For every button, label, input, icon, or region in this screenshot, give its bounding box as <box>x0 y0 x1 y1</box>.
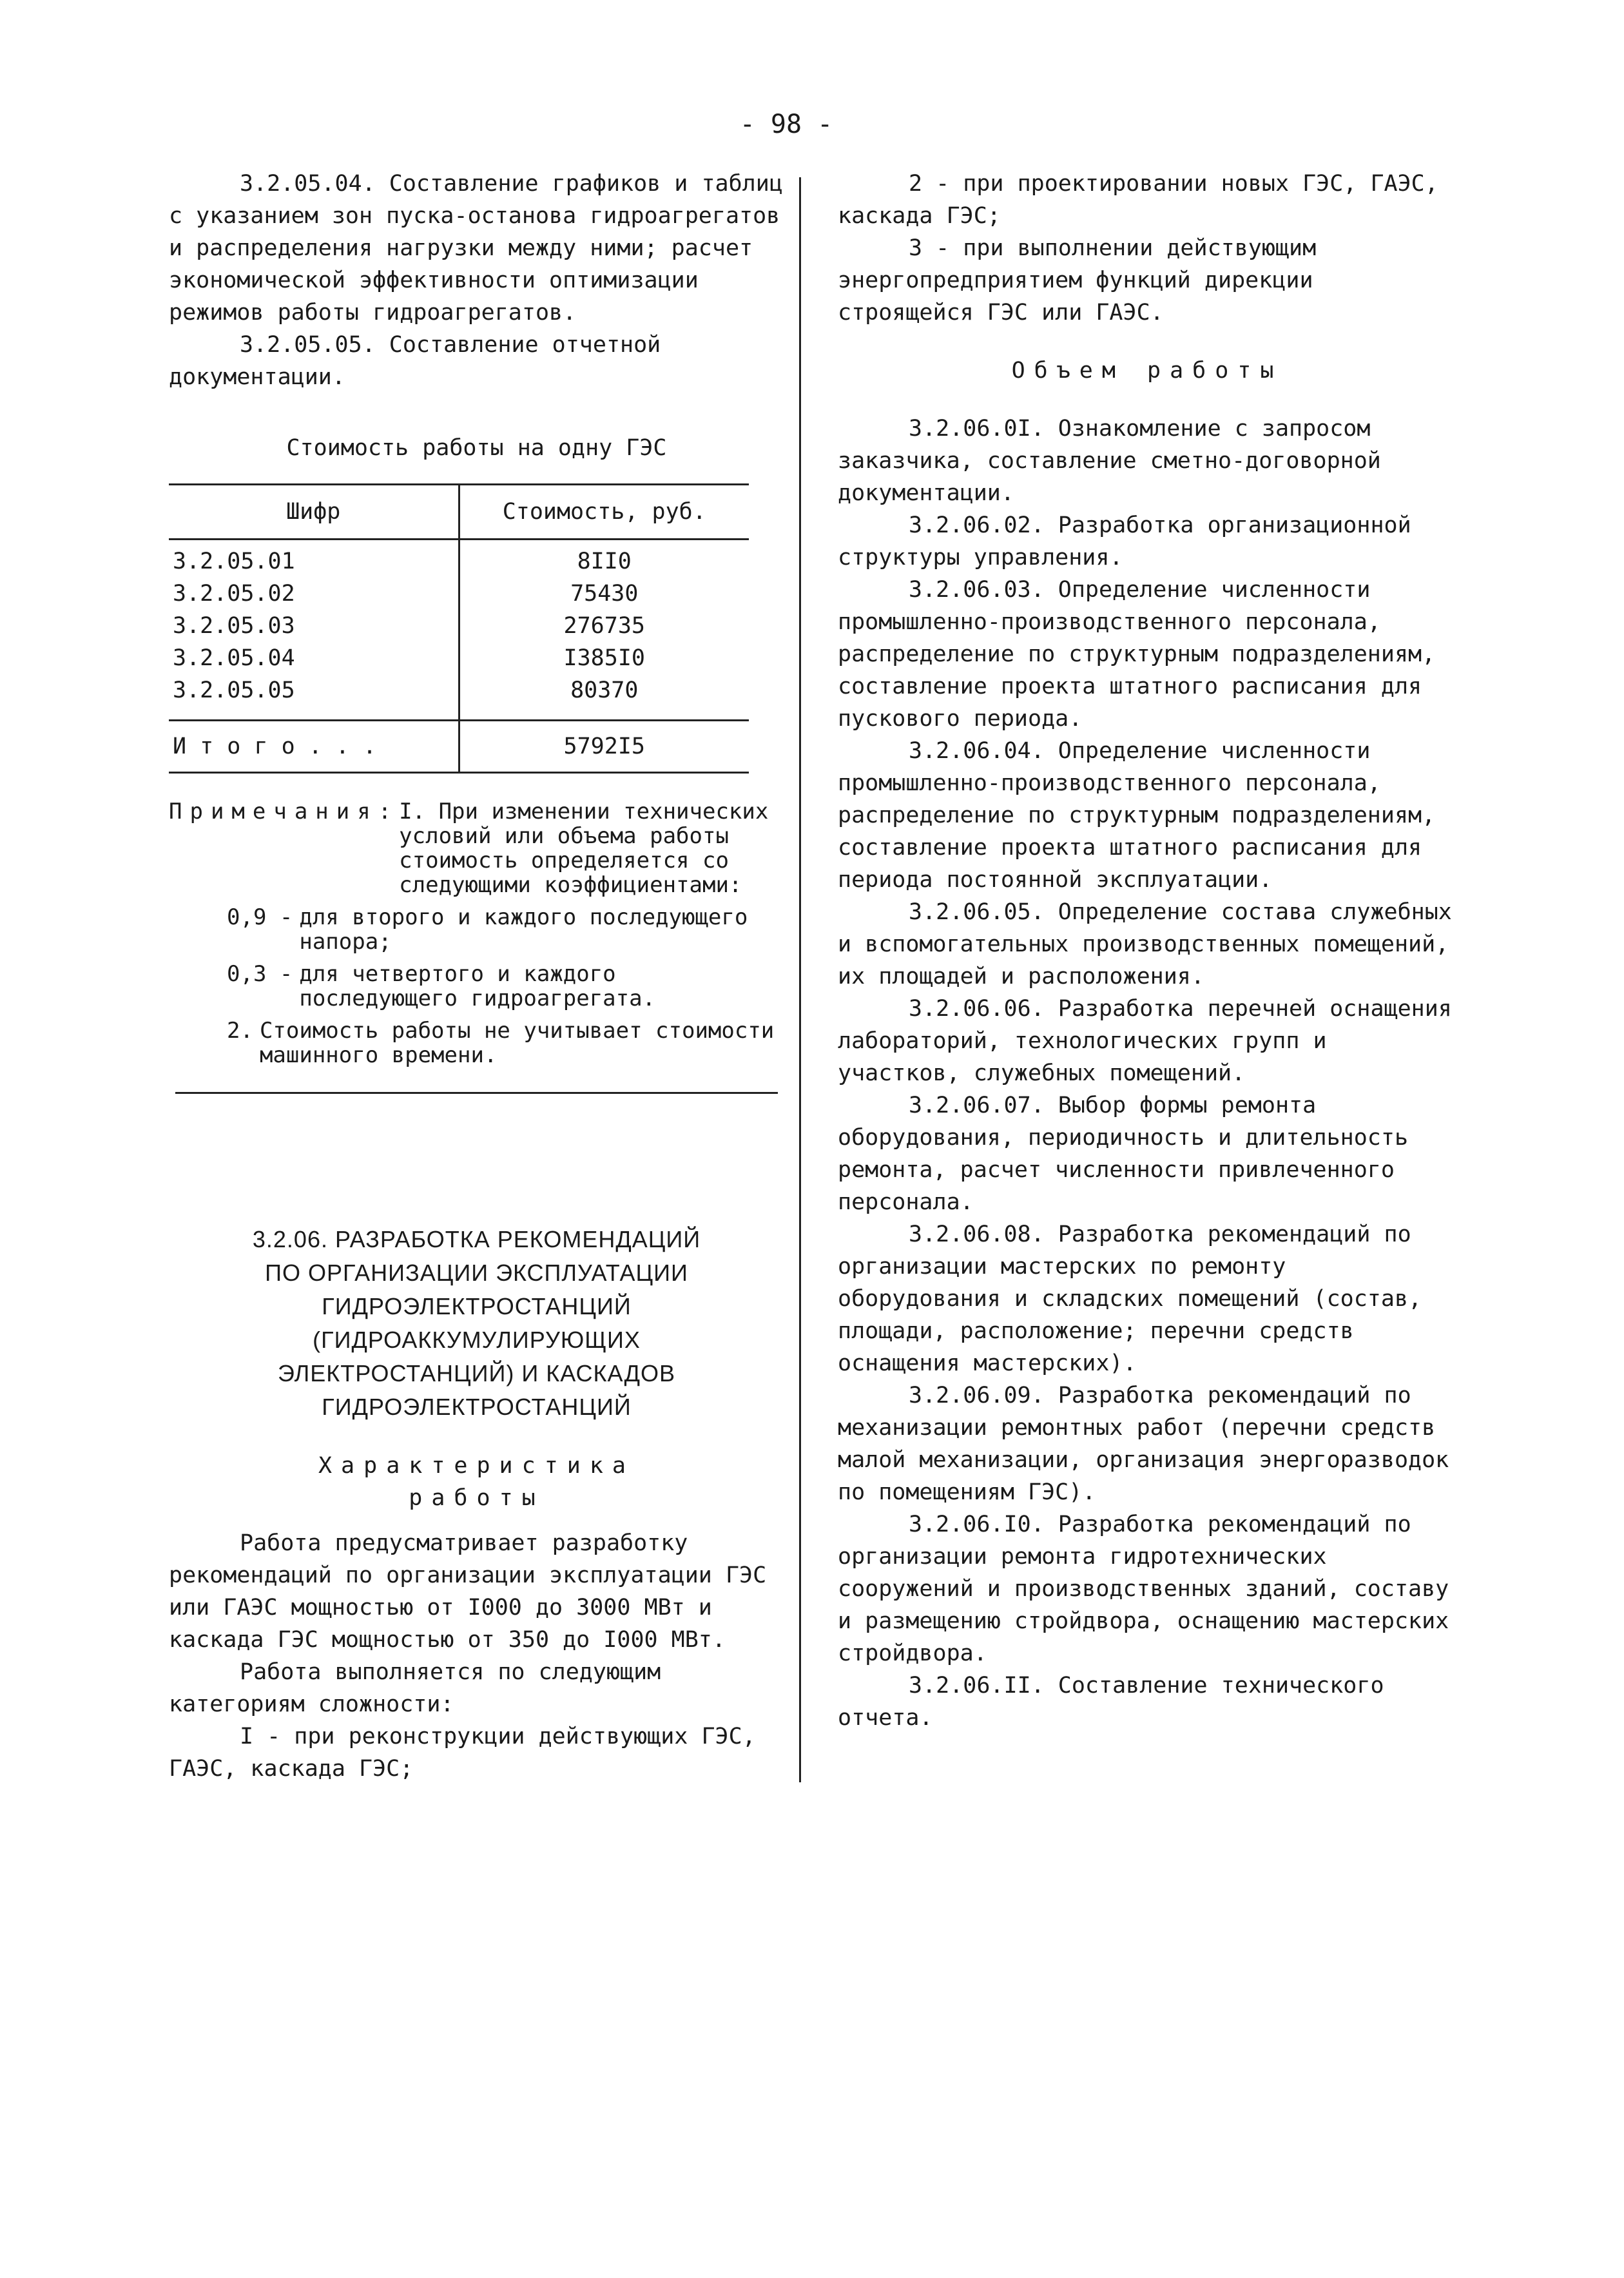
paragraph-complexity: Работа выполняется по следующим категориям сложности: <box>169 1659 661 1717</box>
scope-heading: Объем работы <box>1011 358 1283 384</box>
note-2-number: 2. <box>227 1018 253 1044</box>
table-row <box>169 674 749 721</box>
characteristic-heading: Характеристика работы <box>318 1453 635 1511</box>
page-number: - 98 - <box>739 110 833 139</box>
paragraph-work-description: Работа предусматривает разработку рекомендаций по организации эксплуатации ГЭС или ГАЭС мощностью от I000 до 3000 МВт и каскада ГЭС мощностью от 350 до I000 МВт. <box>169 1530 767 1653</box>
scope-item: 3.2.06.07. Выбор формы ремонта оборудования, периодичность и длительность ремонта, расчет численности привлеченного персонала. <box>838 1093 1409 1215</box>
note-1: I. При изменении технических условий или объема работы стоимость определяется со следующими коэффициентами: <box>399 799 769 898</box>
cost-table <box>169 483 749 774</box>
table-header-row <box>169 485 749 540</box>
notes-label: Примечания: <box>169 799 400 824</box>
header-cost: Стоимость, руб. <box>459 485 749 540</box>
table-total-row <box>169 721 749 773</box>
right-column <box>838 168 1456 1734</box>
header-code: Шифр <box>169 485 459 540</box>
scope-item: 3.2.06.09. Разработка рекомендаций по механизации ремонтных работ (перечни средств малой механизации, организация энергоразводок по помещениям ГЭС). <box>838 1383 1449 1505</box>
left-column <box>169 168 784 1785</box>
scope-item: 3.2.06.05. Определение состава служебных и вспомогательных производственных помещений, их площадей и расположения. <box>838 899 1452 989</box>
scope-item: 3.2.06.03. Определение численности промышленно-производственного персонала, распределение по структурным подразделениям, составление проекта штатного расписания для пускового периода. <box>838 577 1436 732</box>
row-code: 3.2.05.04 <box>173 645 295 671</box>
row-cost: 80370 <box>459 674 749 721</box>
note-2: Стоимость работы не учитывает стоимости машинного времени. <box>259 1018 775 1068</box>
scope-item: 3.2.06.I0. Разработка рекомендаций по организации ремонта гидротехнических сооружений и производственных зданий, составу и размещению стройдвора, оснащению мастерских стройдвора. <box>838 1512 1449 1666</box>
coef-1-value: 0,9 - <box>227 904 293 930</box>
paragraph-3-2-05-04: 3.2.05.04. Составление графиков и таблиц с указанием зон пуска-останова гидроагрегатов и распределения нагрузки между ними; расчет экономической эффективности оптимизации режимов работы гидроагрегатов. <box>169 171 783 326</box>
coef-2-text: для четвертого и каждого последующего гидроагрегата. <box>299 961 656 1011</box>
scope-item: 3.2.06.02. Разработка организационной структуры управления. <box>838 512 1411 570</box>
scope-item: 3.2.06.06. Разработка перечней оснащения лабораторий, технологических групп и участков, служебных помещений. <box>838 996 1452 1086</box>
scope-item: 3.2.06.0I. Ознакомление с запросом заказчика, составление сметно-договорной документации. <box>838 416 1381 506</box>
row-cost: 8II0 <box>459 540 749 578</box>
notes <box>169 799 784 1067</box>
table-row <box>169 642 749 674</box>
row-cost: 75430 <box>459 578 749 610</box>
table-row <box>169 610 749 642</box>
coef-2-value: 0,3 - <box>227 961 293 987</box>
total-label: И т о г о . . . <box>169 721 459 773</box>
row-code: 3.2.05.05 <box>173 677 295 703</box>
row-code: 3.2.05.01 <box>173 549 295 574</box>
paragraph-3-2-05-05: 3.2.05.05. Составление отчетной документации. <box>169 332 661 390</box>
coef-1-text: для второго и каждого последующего напора; <box>299 904 748 955</box>
table-row <box>169 578 749 610</box>
total-value: 5792I5 <box>459 721 749 773</box>
table-title: Стоимость работы на одну ГЭС <box>286 435 667 461</box>
category-3: 3 - при выполнении действующим энергопредприятием функций дирекции строящейся ГЭС или ГАЭС. <box>838 235 1317 326</box>
category-2: 2 - при проектировании новых ГЭС, ГАЭС, каскада ГЭС; <box>838 171 1438 229</box>
row-cost: 276735 <box>459 610 749 642</box>
row-code: 3.2.05.02 <box>173 581 295 607</box>
scope-item: 3.2.06.II. Составление технического отчета. <box>838 1673 1384 1731</box>
paragraph-category-1: I - при реконструкции действующих ГЭС, ГАЭС, каскада ГЭС; <box>169 1724 756 1782</box>
scope-item: 3.2.06.04. Определение численности промышленно-производственного персонала, распределение по структурным подразделениям, составление проекта штатного расписания для периода постоянной эксплуатации. <box>838 738 1436 893</box>
table-row <box>169 540 749 578</box>
row-code: 3.2.05.03 <box>173 613 295 639</box>
scope-item: 3.2.06.08. Разработка рекомендаций по организации мастерских по ремонту оборудования и складских помещений (состав, площади, расположение; перечни средств оснащения мастерских). <box>838 1222 1422 1376</box>
row-cost: I385I0 <box>459 642 749 674</box>
column-divider <box>799 177 801 1782</box>
section-heading-3-2-06: 3.2.06. РАЗРАБОТКА РЕКОМЕНДАЦИЙ ПО ОРГАНИЗАЦИИ ЭКСПЛУАТАЦИИ ГИДРОЭЛЕКТРОСТАНЦИЙ (ГИДРОАККУМУЛИРУЮЩИХ ЭЛЕКТРОСТАНЦИЙ) И КАСКАДОВ ГИДРОЭЛЕКТРОСТАНЦИЙ <box>252 1226 701 1420</box>
